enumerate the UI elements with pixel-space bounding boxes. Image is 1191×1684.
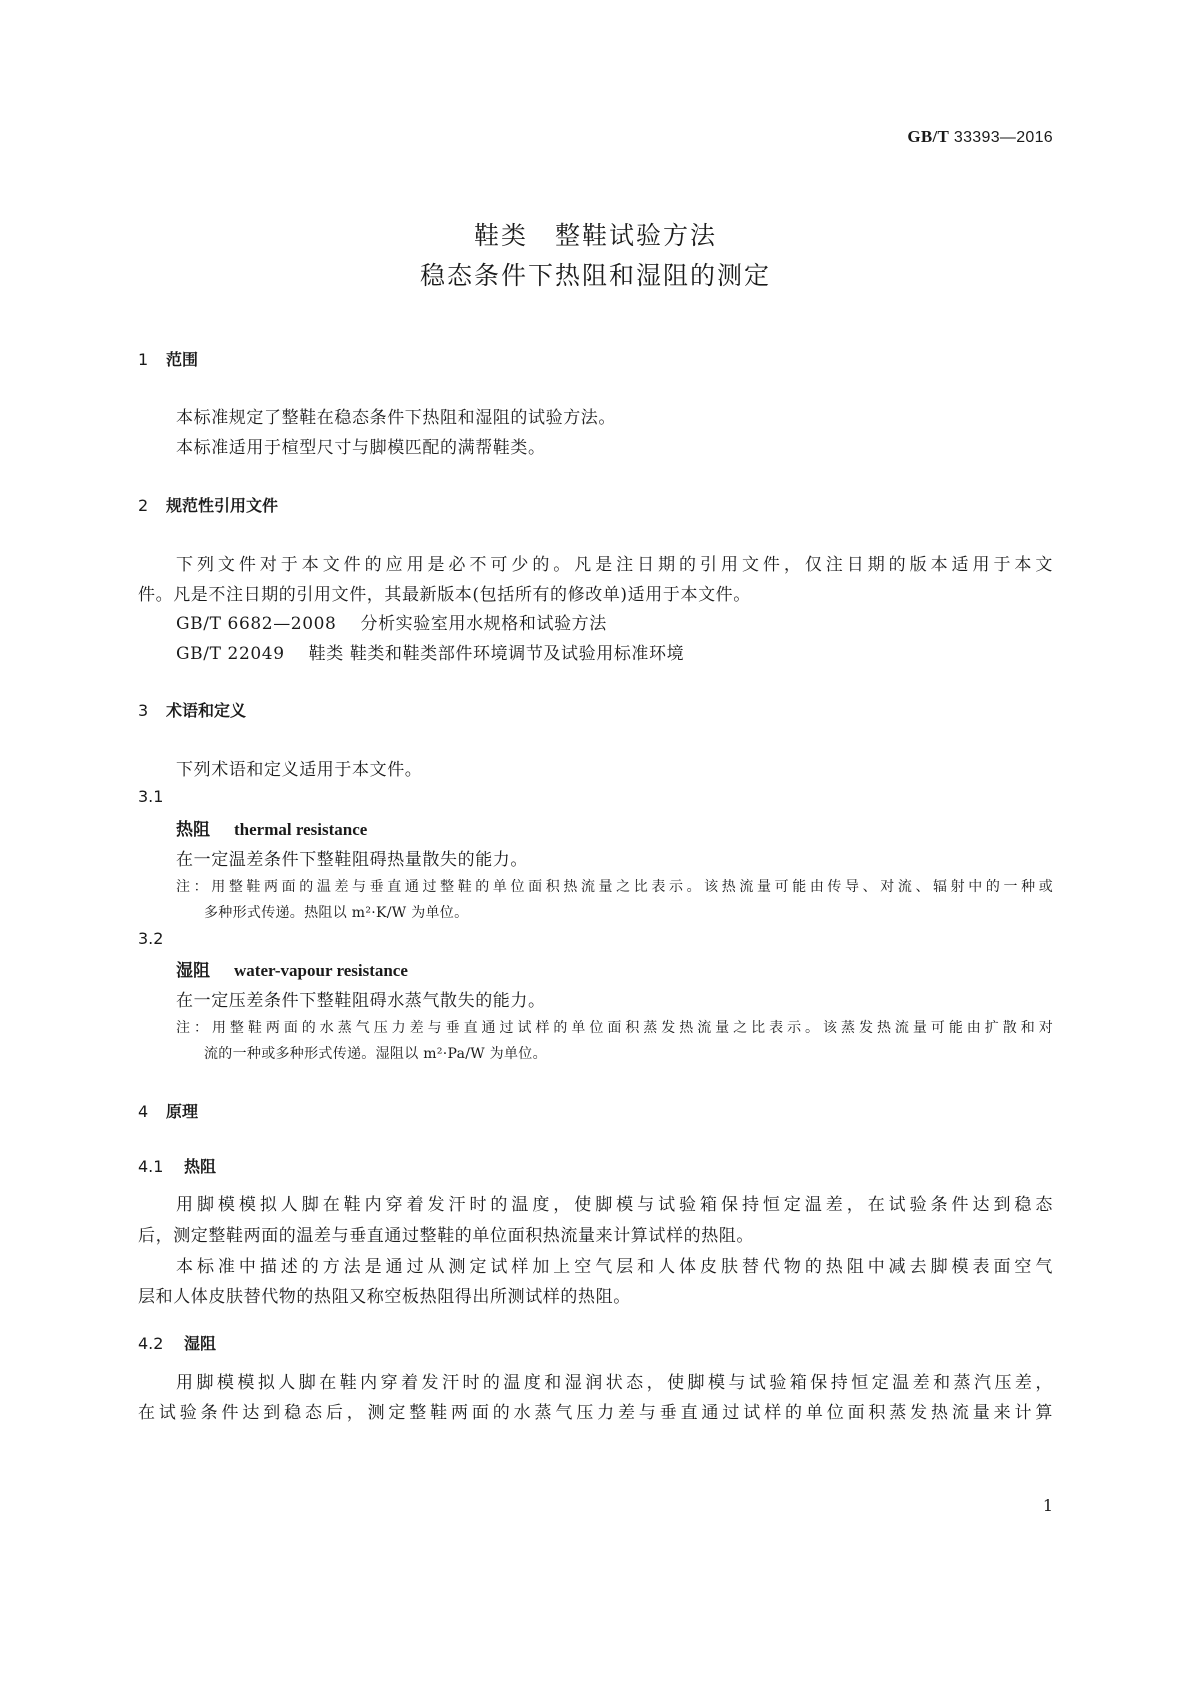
term-3-1-note-line-1: 注：用整鞋两面的温差与垂直通过整鞋的单位面积热流量之比表示。该热流量可能由传导、对流、辐射中的一种或 xyxy=(176,879,1053,895)
section-1-heading: 1 范围 xyxy=(138,350,199,369)
reference-1-code: GB/T 6682—2008 xyxy=(176,614,337,634)
s41-paragraph-1-line-1: 用脚模模拟人脚在鞋内穿着发汗时的温度，使脚模与试验箱保持恒定温差，在试验条件达到稳态 xyxy=(176,1195,1053,1215)
section-4-1-heading: 4.1 热阻 xyxy=(138,1157,217,1176)
term-3-2 xyxy=(176,956,408,981)
term-3-2-note-line-1: 注：用整鞋两面的水蒸气压力差与垂直通过试样的单位面积蒸发热流量之比表示。该蒸发热流量可能由扩散和对 xyxy=(176,1020,1053,1036)
term-3-1-en: thermal resistance xyxy=(234,820,368,839)
term-3-1-number: 3.1 xyxy=(138,787,164,806)
title-line-1: 鞋类 整鞋试验方法 xyxy=(473,221,717,250)
reference-2 xyxy=(176,639,684,664)
section-4-heading: 4 原理 xyxy=(138,1102,199,1121)
s1-paragraph-2: 本标准适用于楦型尺寸与脚模匹配的满帮鞋类。 xyxy=(176,438,546,458)
title-line-2: 稳态条件下热阻和湿阻的测定 xyxy=(419,261,771,290)
s41-paragraph-1-line-2: 后，测定整鞋两面的温差与垂直通过整鞋的单位面积热流量来计算试样的热阻。 xyxy=(138,1226,754,1246)
term-3-2-zh: 湿阻 xyxy=(176,961,210,981)
section-2-heading: 2 规范性引用文件 xyxy=(138,496,279,515)
s3-intro: 下列术语和定义适用于本文件。 xyxy=(176,760,423,780)
term-3-1-note-line-2: 多种形式传递。热阻以 m²·K/W 为单位。 xyxy=(204,905,469,921)
term-3-2-number: 3.2 xyxy=(138,929,164,948)
standard-prefix: GB/T xyxy=(907,127,950,146)
s41-paragraph-2-line-1: 本标准中描述的方法是通过从测定试样加上空气层和人体皮肤替代物的热阻中减去脚模表面空气 xyxy=(176,1257,1053,1277)
s42-paragraph-1-line-2: 在试验条件达到稳态后，测定整鞋两面的水蒸气压力差与垂直通过试样的单位面积蒸发热流量来计算 xyxy=(138,1403,1053,1423)
s41-paragraph-2-line-2: 层和人体皮肤替代物的热阻又称空板热阻得出所测试样的热阻。 xyxy=(138,1287,631,1307)
s2-paragraph-line-1: 下列文件对于本文件的应用是必不可少的。凡是注日期的引用文件，仅注日期的版本适用于本文 xyxy=(176,555,1053,575)
term-3-2-definition: 在一定压差条件下整鞋阻碍水蒸气散失的能力。 xyxy=(176,991,546,1011)
term-3-1-zh: 热阻 xyxy=(176,820,210,840)
s1-paragraph-1: 本标准规定了整鞋在稳态条件下热阻和湿阻的试验方法。 xyxy=(176,408,616,428)
section-4-2-heading: 4.2 湿阻 xyxy=(138,1334,217,1353)
s42-paragraph-1-line-1: 用脚模模拟人脚在鞋内穿着发汗时的温度和湿润状态，使脚模与试验箱保持恒定温差和蒸汽压差， xyxy=(176,1373,1053,1393)
standard-code: 33393—2016 xyxy=(953,129,1053,146)
term-3-2-note-line-2: 流的一种或多种形式传递。湿阻以 m²·Pa/W 为单位。 xyxy=(204,1046,547,1062)
term-3-1-definition: 在一定温差条件下整鞋阻碍热量散失的能力。 xyxy=(176,850,528,870)
page-number: 1 xyxy=(1042,1496,1053,1515)
reference-1 xyxy=(176,609,607,634)
s2-paragraph-line-2: 件。凡是不注日期的引用文件，其最新版本(包括所有的修改单)适用于本文件。 xyxy=(138,585,751,605)
term-3-1 xyxy=(176,815,367,840)
section-3-heading: 3 术语和定义 xyxy=(138,701,247,720)
reference-1-title: 分析实验室用水规格和试验方法 xyxy=(360,614,607,634)
standard-number xyxy=(907,127,1053,147)
reference-2-code: GB/T 22049 xyxy=(176,644,285,664)
reference-2-title: 鞋类 鞋类和鞋类部件环境调节及试验用标准环境 xyxy=(308,644,685,664)
term-3-2-en: water-vapour resistance xyxy=(234,961,408,980)
